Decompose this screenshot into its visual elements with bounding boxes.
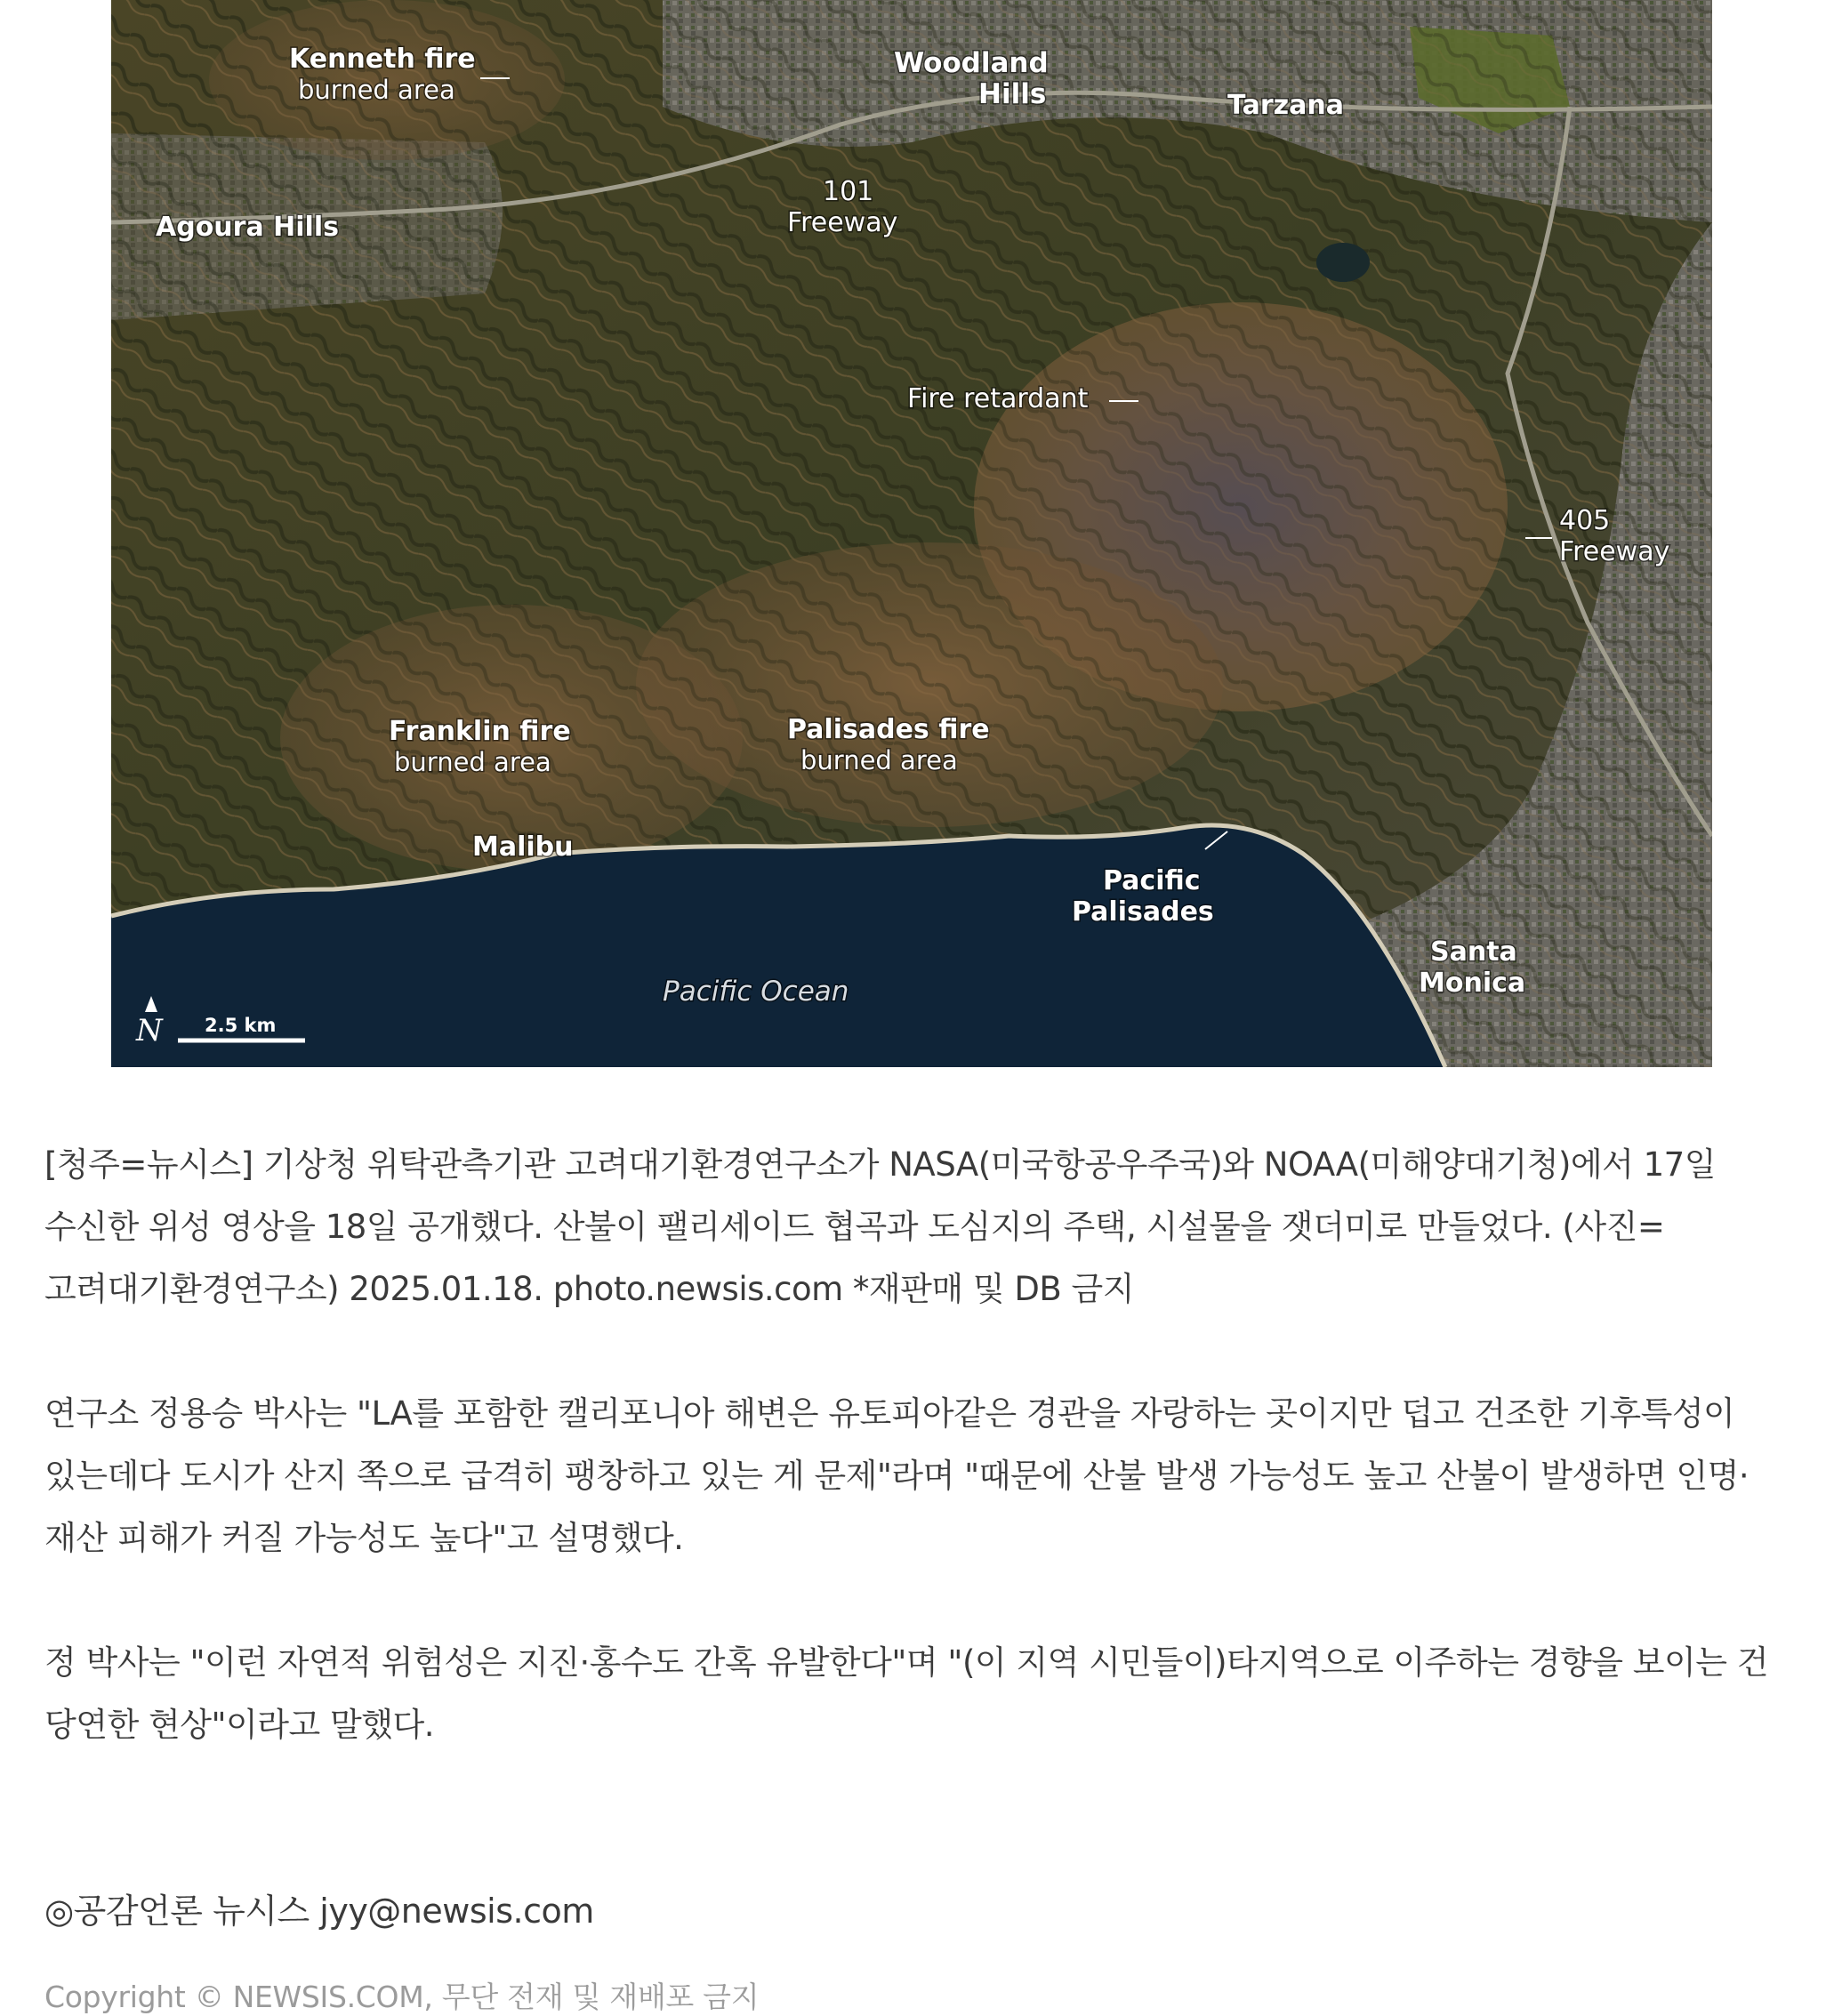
byline: ◎공감언론 뉴시스 jyy@newsis.com — [44, 1892, 594, 1931]
label-santa: Santa — [1430, 936, 1517, 968]
label-101-freeway: Freeway — [787, 207, 898, 238]
label-monica: Monica — [1419, 968, 1526, 999]
label-fire-retardant: Fire retardant — [907, 383, 1089, 414]
label-405: 405 — [1559, 505, 1611, 536]
north-label: N — [136, 1013, 163, 1048]
article-paragraph-2: 정 박사는 "이런 자연적 위험성은 지진·홍수도 간혹 유발한다"며 "(이 지역 시민들이)타지역으로 이주하는 경향을 보이는 건 당연한 현상"이라고 말했다. — [44, 1643, 1768, 1744]
label-tarzana: Tarzana — [1227, 90, 1344, 121]
satellite-map — [111, 0, 1712, 1067]
reservoir — [1316, 243, 1370, 282]
label-palisades: Palisades — [1072, 896, 1214, 928]
label-palisades-fire: Palisades fire — [787, 714, 990, 745]
label-405-freeway: Freeway — [1559, 536, 1670, 567]
label-malibu: Malibu — [472, 831, 574, 863]
article-paragraph-1: 연구소 정용승 박사는 "LA를 포함한 캘리포니아 해변은 유토피아같은 경관을 자랑하는 곳이지만 덥고 건조한 기후특성이 있는데다 도시가 산지 쪽으로 급격히 팽창하고 있는 게 문제"라며 "때문에 산불 발생 가능성도 높고 산불이 발생하면 인명·재산 피해가 커질 가능성도 높다"고 설명했다. — [44, 1394, 1750, 1557]
scale-label: 2.5 km — [205, 1015, 277, 1036]
label-franklin-fire: Franklin fire — [389, 716, 571, 747]
label-woodland: Woodland — [894, 47, 1049, 79]
label-pacific: Pacific — [1103, 865, 1201, 896]
satellite-image — [111, 0, 1712, 1067]
label-kenneth-fire: Kenneth fire — [289, 44, 476, 75]
label-hills: Hills — [978, 78, 1047, 110]
photo-caption: [청주=뉴시스] 기상청 위탁관측기관 고려대기환경연구소가 NASA(미국항공우주국)와 NOAA(미해양대기청)에서 17일 수신한 위성 영상을 18일 공개했다. 산불이 팰리세이드 협곡과 도심지의 주택, 시설물을 잿더미로 만들었다. (사진=고려대기환경연구소) 2025.01.18. photo.newsis.com *재판매 및 DB 금지 — [44, 1145, 1716, 1308]
label-kenneth-burned: burned area — [298, 75, 455, 105]
label-franklin-burned: burned area — [394, 747, 551, 777]
copyright-notice: Copyright © NEWSIS.COM, 무단 전재 및 재배포 금지 — [44, 1980, 760, 2014]
label-101: 101 — [823, 176, 874, 207]
label-palisades-burned: burned area — [800, 745, 958, 775]
label-agoura-hills: Agoura Hills — [156, 212, 339, 243]
label-pacific-ocean: Pacific Ocean — [663, 976, 849, 1008]
